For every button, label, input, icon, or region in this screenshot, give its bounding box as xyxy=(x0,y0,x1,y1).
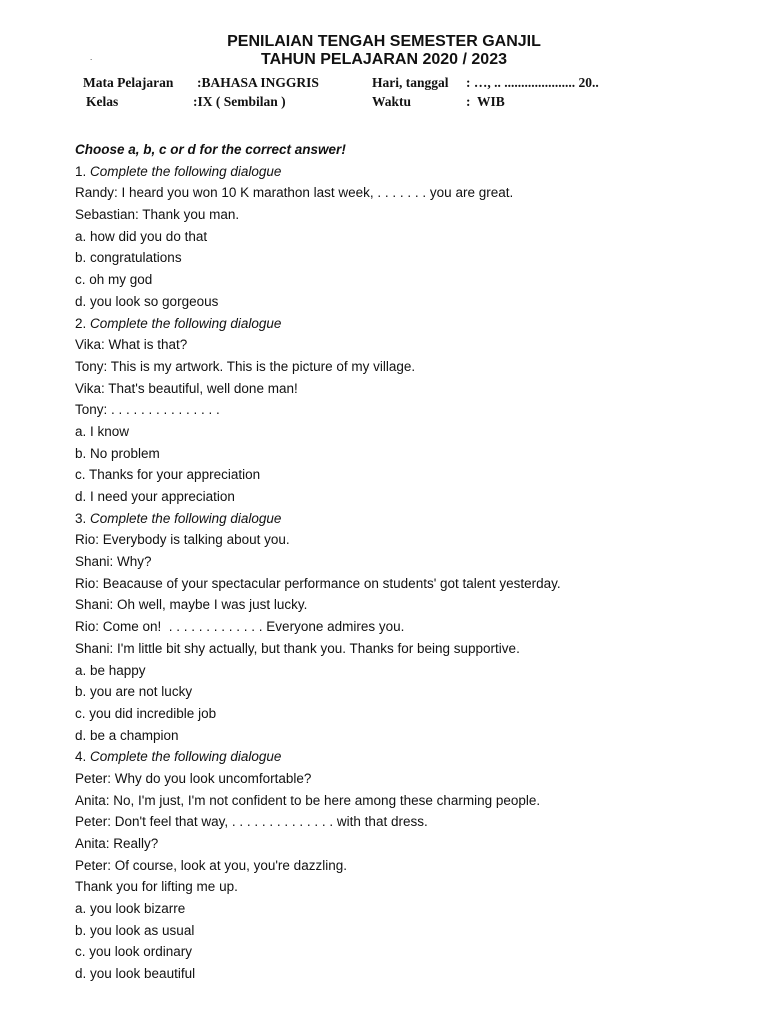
dialogue-line: Rio: Come on! . . . . . . . . . . . . . Everyone admires you. xyxy=(75,619,405,635)
dialogue-line: Randy: I heard you won 10 K marathon last week, . . . . . . . you are great. xyxy=(75,185,514,201)
stray-dot: . xyxy=(90,53,93,62)
question-number: 1. xyxy=(75,163,87,179)
class-value: :IX ( Sembilan ) xyxy=(193,94,286,109)
dialogue-line: Vika: That's beautiful, well done man! xyxy=(75,380,298,396)
answer-option: d. be a champion xyxy=(75,727,179,743)
answer-option: a. you look bizarre xyxy=(75,901,186,917)
dialogue-line: Vika: What is that? xyxy=(75,337,188,353)
dialogue-line: Sebastian: Thank you man. xyxy=(75,207,240,223)
dialogue-line: Tony: . . . . . . . . . . . . . . . xyxy=(75,402,220,418)
answer-option: d. you look so gorgeous xyxy=(75,293,219,309)
answer-option: b. congratulations xyxy=(75,250,182,266)
question-heading xyxy=(75,508,561,530)
dialogue-line: Shani: I'm little bit shy actually, but thank you. Thanks for being supportive. xyxy=(75,640,520,656)
dialogue-line: Tony: This is my artwork. This is the picture of my village. xyxy=(75,358,416,374)
dialogue-line: Peter: Don't feel that way, . . . . . . . . . . . . . . with that dress. xyxy=(75,814,428,830)
exam-title: PENILAIAN TENGAH SEMESTER GANJIL xyxy=(227,33,541,50)
question-list xyxy=(75,139,561,985)
answer-option: b. you are not lucky xyxy=(75,684,193,700)
dialogue-line: Peter: Of course, look at you, you're dazzling. xyxy=(75,857,347,873)
dialogue-line: Rio: Beacause of your spectacular performance on students' got talent yesterday. xyxy=(75,575,561,591)
question-heading xyxy=(75,313,561,335)
dialogue-line: Shani: Why? xyxy=(75,554,152,570)
answer-option: a. I know xyxy=(75,423,130,439)
answer-option: c. Thanks for your appreciation xyxy=(75,467,261,483)
answer-option: c. oh my god xyxy=(75,272,153,288)
date-label: Hari, tanggal xyxy=(372,75,449,90)
time-label: Waktu xyxy=(372,94,412,109)
answer-option: b. No problem xyxy=(75,445,160,461)
answer-option: a. be happy xyxy=(75,662,146,678)
subject-value: :BAHASA INGGRIS xyxy=(197,75,319,90)
question-heading xyxy=(75,746,561,768)
instruction: Choose a, b, c or d for the correct answer! xyxy=(75,142,346,157)
class-label: Kelas xyxy=(86,94,119,109)
dialogue-line: Anita: No, I'm just, I'm not confident to be here among these charming people. xyxy=(75,792,541,808)
answer-option: c. you look ordinary xyxy=(75,944,193,960)
answer-option: d. you look beautiful xyxy=(75,966,196,982)
dialogue-line: Thank you for lifting me up. xyxy=(75,879,238,895)
dialogue-line: Shani: Oh well, maybe I was just lucky. xyxy=(75,597,308,613)
time-value: : WIB xyxy=(466,94,505,109)
date-value: : …, .. ..................... 20.. xyxy=(466,75,599,90)
answer-option: c. you did incredible job xyxy=(75,705,217,721)
answer-option: d. I need your appreciation xyxy=(75,489,235,504)
question-number: 4. xyxy=(75,749,87,765)
question-number: 3. xyxy=(75,510,87,526)
subject-label: Mata Pelajaran xyxy=(83,75,174,90)
answer-option: b. you look as usual xyxy=(75,922,195,938)
question-prompt: Complete the following dialogue xyxy=(90,510,282,526)
question-heading xyxy=(75,161,561,183)
answer-option: a. how did you do that xyxy=(75,228,208,244)
dialogue-line: Rio: Everybody is talking about you. xyxy=(75,532,290,548)
dialogue-line: Anita: Really? xyxy=(75,836,159,851)
question-prompt: Complete the following dialogue xyxy=(90,315,282,331)
dialogue-line: Peter: Why do you look uncomfortable? xyxy=(75,770,312,786)
question-prompt: Complete the following dialogue xyxy=(90,163,282,179)
question-prompt: Complete the following dialogue xyxy=(90,749,282,765)
question-number: 2. xyxy=(75,315,87,331)
exam-year: TAHUN PELAJARAN 2020 / 2023 xyxy=(260,51,507,68)
